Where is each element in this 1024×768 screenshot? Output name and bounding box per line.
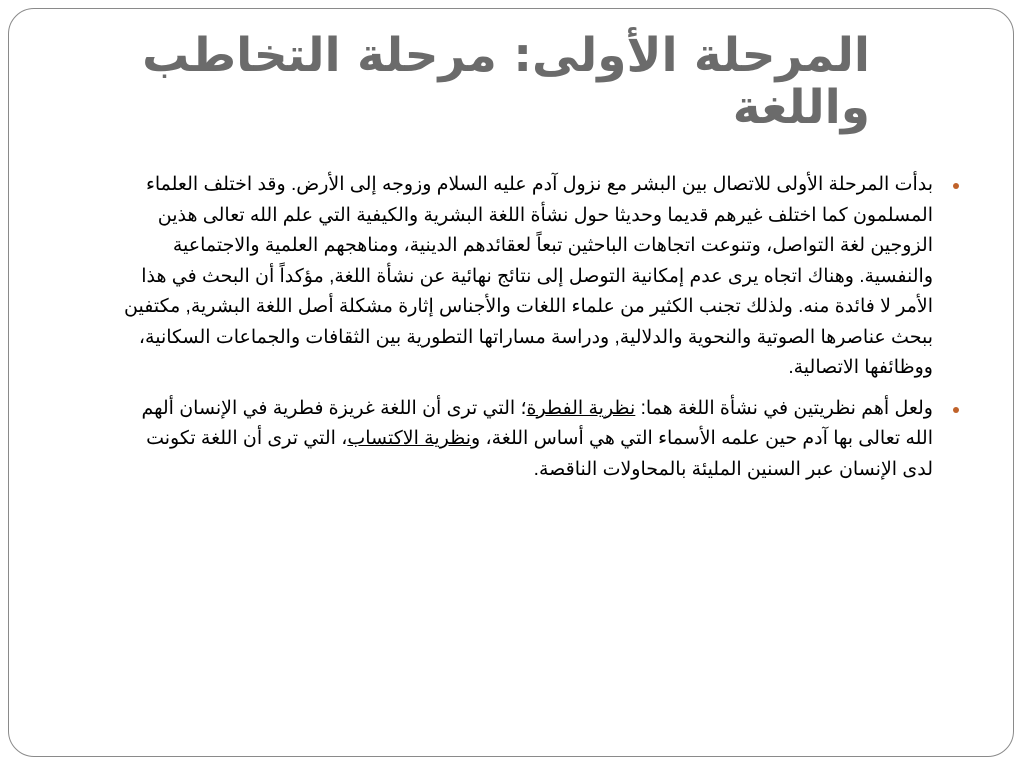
bullet-text-part: ولعل أهم نظريتين في نشأة اللغة هما: (635, 397, 933, 419)
bullet-dot-icon (953, 183, 959, 189)
nature-theory-link[interactable]: نظرية الفطرة (526, 397, 636, 419)
slide-title: المرحلة الأولى: مرحلة التخاطب واللغة (142, 28, 870, 135)
bullet-text-part: ؛ التي ترى أن اللغة غريزة فطرية في الإنسان ألهم الله تعالى بها آدم حين علمه الأسماء التي هي أساس اللغة، و (141, 397, 933, 449)
acquisition-theory-link[interactable]: نظرية الاكتساب (347, 428, 471, 449)
bullet-dot-icon (953, 407, 959, 413)
bullet-text-part: ، التي ترى أن اللغة تكونت لدى الإنسان عبر السنين المليئة بالمحاولات الناقصة. (146, 428, 933, 480)
bullet-item-2 (118, 394, 963, 486)
bullet-item-1 (118, 170, 963, 384)
bullet-text: بدأت المرحلة الأولى للاتصال بين البشر مع نزول آدم عليه السلام وزوجه إلى الأرض. وقد اختلف العلماء المسلمون كما اختلف غيرهم قديما وحديثا حول نشأة اللغة البشرية والكيفية التي علم الله تعالى هذين الزوجين لغة التواصل، وتنوعت اتجاهات الباحثين تبعاً لعقائدهم الدينية، ومناهجهم العلمية والاجتماعية والنفسية. وهناك اتجاه يرى عدم إمكانية التوصل إلى نتائج نهائية عن نشأة اللغة, مؤكداً أن البحث في هذا الأمر لا فائدة منه. ولذلك تجنب الكثير من علماء اللغات والأجناس إثارة مشكلة أصل اللغة البشرية, مكتفين ببحث عناصرها الصوتية والنحوية والدلالية, ودراسة مساراتها التطورية بين الثقافات والجماعات السكانية، ووظائفها الاتصالية. (124, 174, 933, 378)
slide-body (118, 170, 963, 495)
